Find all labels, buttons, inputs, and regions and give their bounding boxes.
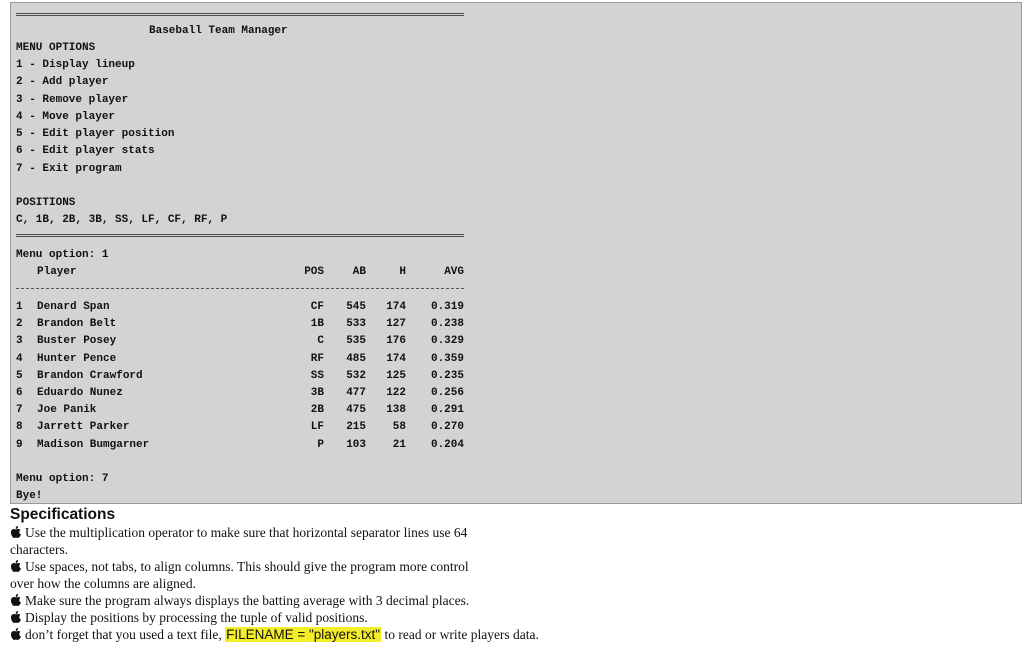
spec-text: Make sure the program always displays the batting average with 3 decimal places. (25, 593, 470, 608)
positions-list: C, 1B, 2B, 3B, SS, LF, CF, RF, P (16, 214, 228, 226)
player-average: 0.291 (430, 404, 464, 417)
player-position: RF (310, 352, 324, 365)
header-player: Player (37, 266, 77, 278)
player-name: Brandon Crawford (37, 369, 143, 382)
player-number: 1 (16, 301, 23, 313)
menu-item: 2 - Add player (16, 76, 109, 88)
player-hits: 127 (386, 318, 406, 331)
spec-item (10, 609, 1020, 626)
player-name: Joe Panik (37, 404, 97, 417)
player-hits: 21 (392, 438, 406, 451)
player-number: 6 (16, 387, 23, 399)
dashed-separator (16, 288, 464, 289)
player-hits: 122 (386, 387, 406, 399)
player-position: P (317, 438, 324, 451)
separator-line (16, 234, 464, 237)
player-at-bats: 532 (346, 369, 366, 382)
player-average: 0.256 (430, 387, 464, 399)
player-at-bats: 485 (346, 352, 366, 365)
menu-item: 7 - Exit program (16, 163, 122, 175)
specifications-section (10, 505, 1020, 643)
spec-item-continued: characters. (10, 542, 69, 557)
console-output (10, 2, 1022, 504)
spec-item (10, 558, 1020, 575)
program-title: Baseball Team Manager (149, 25, 288, 37)
apple-icon (10, 611, 22, 623)
header-avg: AVG (444, 266, 464, 278)
player-name: Madison Bumgarner (37, 438, 150, 451)
player-at-bats: 535 (346, 335, 366, 348)
player-average: 0.319 (430, 301, 464, 313)
menu-item: 4 - Move player (16, 111, 116, 123)
spec-item (10, 626, 1020, 643)
menu-item: 3 - Remove player (16, 94, 129, 106)
spec-text: to read or write players data. (384, 627, 539, 642)
apple-icon (10, 594, 22, 606)
spec-item (10, 592, 1020, 609)
player-at-bats: 103 (346, 438, 366, 451)
positions-header: POSITIONS (16, 197, 76, 209)
player-hits: 176 (386, 335, 406, 348)
player-position: 1B (310, 318, 324, 331)
player-average: 0.359 (430, 352, 464, 365)
player-number: 5 (16, 369, 23, 382)
player-average: 0.238 (430, 318, 464, 331)
spec-text: Display the positions by processing the tuple of valid positions. (25, 610, 368, 625)
player-position: LF (310, 421, 324, 434)
apple-icon (10, 526, 22, 538)
player-at-bats: 533 (346, 318, 366, 331)
player-hits: 58 (392, 421, 406, 434)
spec-text: Use spaces, not tabs, to align columns. This should give the program more control (25, 559, 469, 574)
menu-item: 6 - Edit player stats (16, 145, 155, 157)
filename-highlight: FILENAME = "players.txt" (226, 627, 381, 642)
player-position: C (317, 335, 324, 348)
player-hits: 174 (386, 352, 406, 365)
player-name: Buster Posey (37, 335, 117, 348)
player-position: 2B (310, 404, 324, 417)
header-pos: POS (304, 266, 324, 278)
player-at-bats: 475 (346, 404, 366, 417)
player-number: 8 (16, 421, 23, 434)
header-h: H (399, 266, 406, 278)
menu-item: 5 - Edit player position (16, 128, 175, 140)
player-number: 9 (16, 438, 23, 451)
menu-item: 1 - Display lineup (16, 59, 135, 71)
spec-item-continued: over how the columns are aligned. (10, 576, 196, 591)
separator-line (16, 13, 464, 16)
player-number: 7 (16, 404, 23, 417)
player-average: 0.329 (430, 335, 464, 348)
player-position: 3B (310, 387, 324, 399)
player-position: CF (310, 301, 324, 313)
player-hits: 125 (386, 369, 406, 382)
player-name: Denard Span (37, 301, 110, 313)
spec-text: Use the multiplication operator to make sure that horizontal separator lines use 64 (25, 525, 468, 540)
bye-message: Bye! (16, 490, 43, 502)
player-name: Eduardo Nunez (37, 387, 123, 399)
specifications-heading: Specifications (10, 506, 116, 523)
spec-item (10, 524, 1020, 541)
player-name: Jarrett Parker (37, 421, 130, 434)
player-number: 2 (16, 318, 23, 331)
player-name: Hunter Pence (37, 352, 117, 365)
player-number: 3 (16, 335, 23, 348)
player-position: SS (310, 369, 324, 382)
apple-icon (10, 628, 22, 640)
player-at-bats: 477 (346, 387, 366, 399)
spec-text: don’t forget that you used a text file, (25, 627, 222, 642)
player-hits: 174 (386, 301, 406, 313)
menu-option-prompt: Menu option: 7 (16, 473, 109, 485)
player-average: 0.204 (430, 438, 464, 451)
menu-option-prompt: Menu option: 1 (16, 249, 109, 261)
player-hits: 138 (386, 404, 406, 417)
player-at-bats: 215 (346, 421, 366, 434)
apple-icon (10, 560, 22, 572)
player-at-bats: 545 (346, 301, 366, 313)
player-average: 0.270 (430, 421, 464, 434)
player-average: 0.235 (430, 369, 464, 382)
menu-options-header: MENU OPTIONS (16, 42, 96, 54)
player-name: Brandon Belt (37, 318, 117, 331)
player-number: 4 (16, 352, 23, 365)
header-ab: AB (352, 266, 366, 278)
